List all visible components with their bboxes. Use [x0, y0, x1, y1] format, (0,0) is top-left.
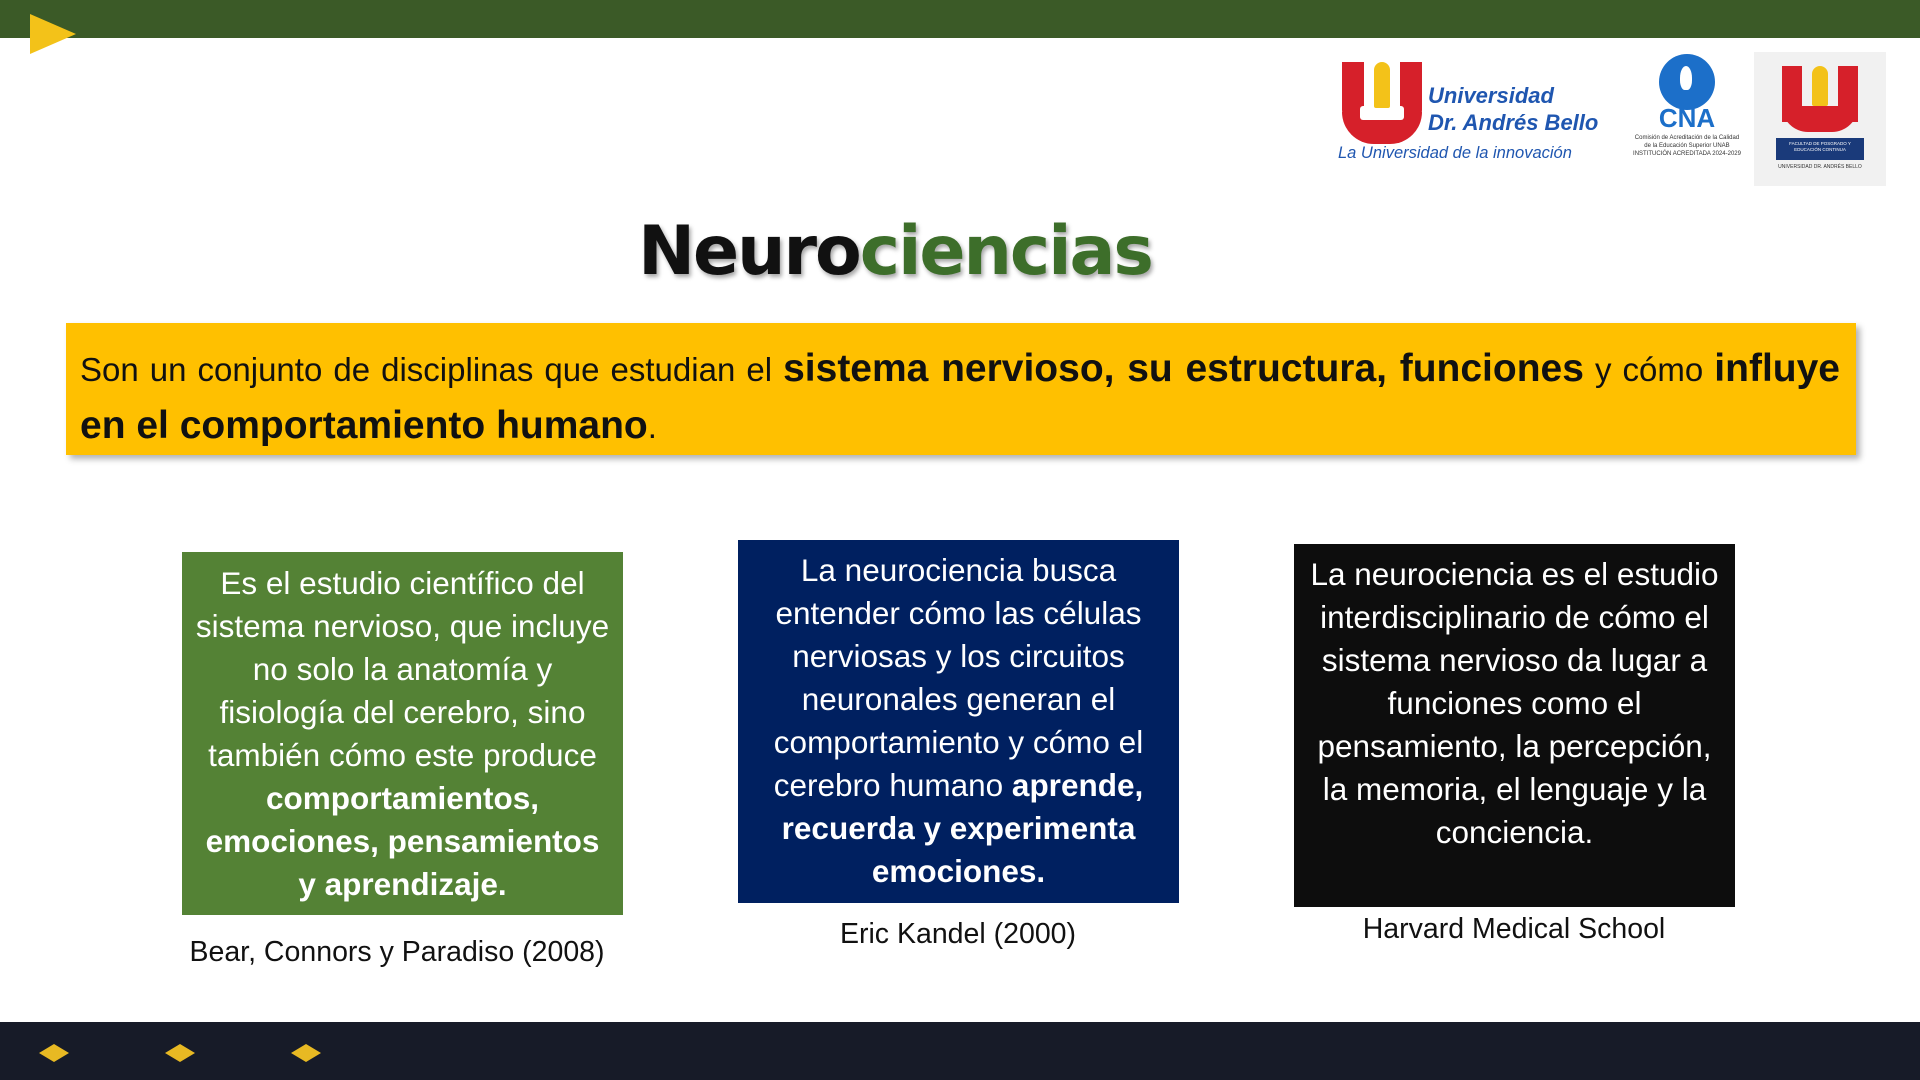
citation-harvard: Harvard Medical School: [1362, 913, 1666, 945]
play-triangle-icon: [30, 14, 76, 54]
citation-bear: Bear, Connors y Paradiso (2008): [189, 936, 605, 968]
title-part-1: Neuro: [638, 212, 860, 291]
university-name-line1: Universidad: [1428, 83, 1554, 108]
accreditation-details: Comisión de Acreditación de la Calidad de la Educación Superior UNAB INSTITUCIÓN ACREDITADA 2024-2029: [1633, 135, 1741, 157]
card-highlight: comportamientos, emociones, pensamientos y aprendizaje.: [205, 780, 600, 902]
definition-card-harvard: [1294, 544, 1735, 907]
definition-highlight-2: influye en el comportamiento humano: [80, 347, 1840, 447]
accreditation-logo: [1632, 52, 1742, 170]
definition-text: Son un conjunto de disciplinas que estudian el sistema nervioso, su estructura, funciones y cómo influye en el comportamiento humano.: [80, 347, 1840, 447]
definition-banner: [66, 323, 1856, 455]
faculty-logo: [1754, 52, 1886, 186]
diamond-icon: [39, 1044, 69, 1062]
card-highlight: aprende, recuerda y experimenta emociones.: [781, 767, 1144, 889]
university-logo: [1338, 52, 1630, 170]
university-tagline: La Universidad de la innovación: [1338, 144, 1572, 162]
university-crest-icon: [1342, 62, 1422, 142]
diamond-icon: [291, 1044, 321, 1062]
diamond-icon: [165, 1044, 195, 1062]
definition-card-kandel: [738, 540, 1179, 903]
university-name: [1428, 82, 1628, 136]
bottom-bar: [0, 1022, 1920, 1080]
accreditation-acronym: CNA: [1658, 103, 1716, 133]
page-title: [0, 212, 1790, 291]
top-bar: [0, 0, 1920, 38]
card-text: Es el estudio científico del sistema nervioso, que incluye no solo la anatomía y fisiología del cerebro, sino también cómo este produce comportamientos, emociones, pensamientos y aprendizaje.: [195, 565, 610, 902]
university-name-line2: Dr. Andrés Bello: [1428, 110, 1599, 135]
faculty-footer: UNIVERSIDAD DR. ANDRÉS BELLO: [1778, 164, 1862, 170]
definition-card-bear: [182, 552, 623, 915]
faculty-band: FACULTAD DE POSGRADO Y EDUCACIÓN CONTINUA: [1776, 138, 1864, 160]
card-text: La neurociencia es el estudio interdisciplinario de cómo el sistema nervioso da lugar a funciones como el pensamiento, la percepción, la memoria, el lenguaje y la conciencia.: [1310, 556, 1719, 850]
citation-kandel: Eric Kandel (2000): [839, 918, 1077, 950]
faculty-crest-icon: [1782, 66, 1858, 132]
title-part-2: ciencias: [859, 212, 1152, 291]
card-text: La neurociencia busca entender cómo las células nerviosas y los circuitos neuronales generan el comportamiento y cómo el cerebro humano aprende, recuerda y experimenta emociones.: [773, 552, 1144, 889]
definition-highlight-1: sistema nervioso, su estructura, funciones: [783, 347, 1584, 390]
